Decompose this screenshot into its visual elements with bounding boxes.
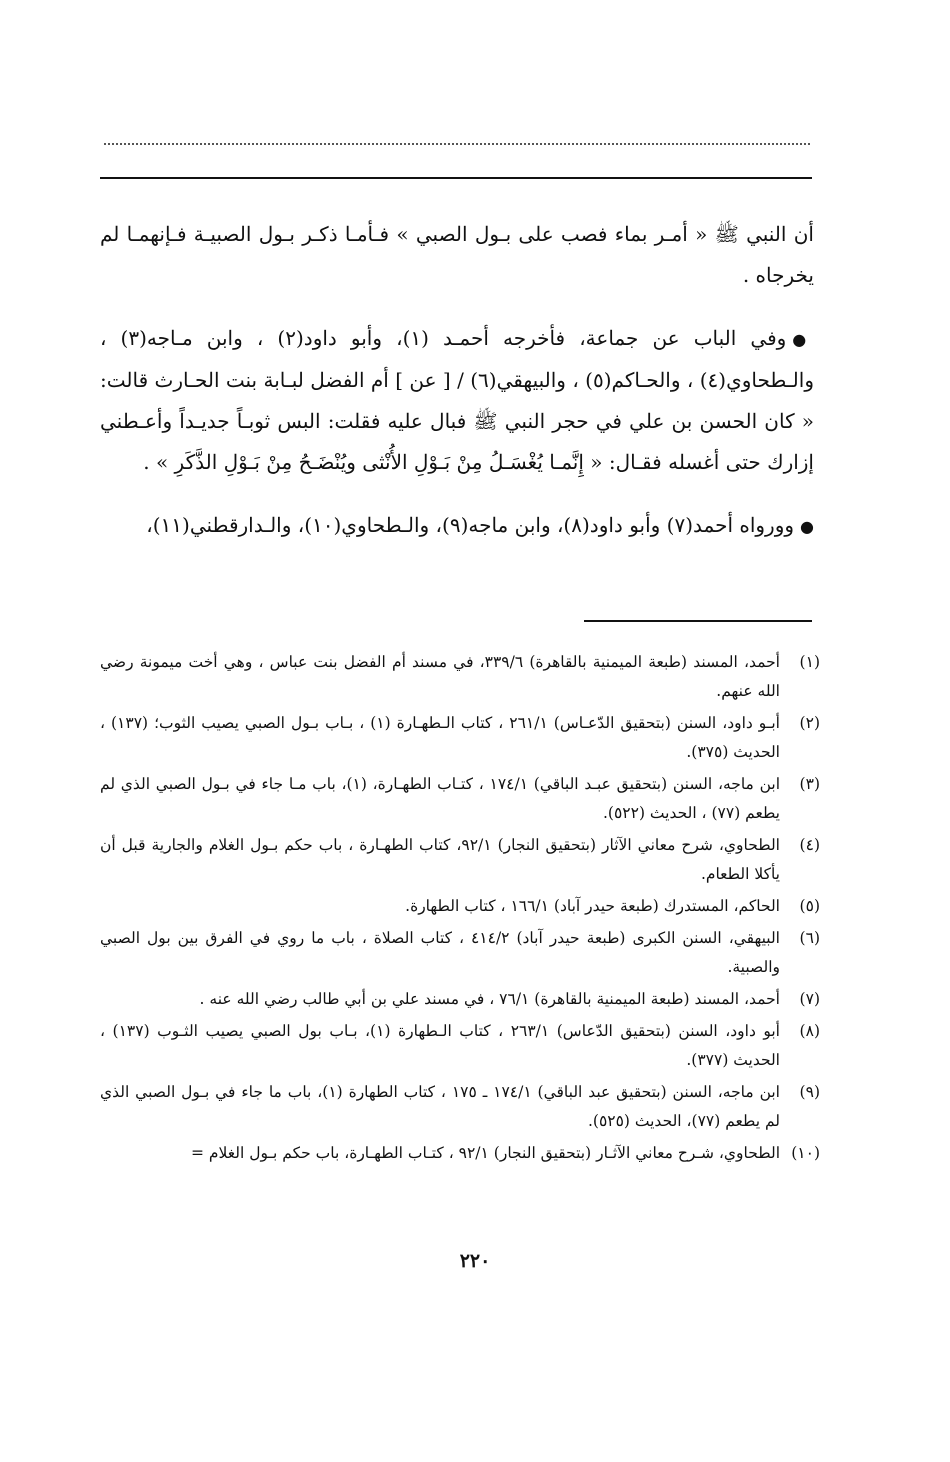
footnote-number: (١٠) [791, 1144, 820, 1162]
footnote-text: ابن ماجه، السنن (بتحقيق عبد الباقي) ١٧٤/١ ـ ١٧٥ ، كتاب الطهارة (١)، باب ما جاء في بـول الصبي الذي لم يطعم (٧٧)، الحديث (٥٢٥). [100, 1083, 780, 1130]
footnote-text: البيهقي، السنن الكبرى (طبعة حيدر آباد) ٤١٤/٢ ، كتاب الصلاة ، باب ما روي في الفرق بين بول الصبي والصبية. [100, 929, 780, 976]
footnote-5 [100, 892, 820, 921]
header-rule [100, 177, 812, 179]
footnote-6 [100, 924, 820, 982]
footnote-text: أبـو داود، السنن (بتحقيق الدّعـاس) ٢٦١/١ ، كتاب الـطهـارة (١) ، بـاب بـول الصبي يصيب الثوب؛ (١٣٧) ، الحديث (٣٧٥). [100, 714, 780, 761]
footnote-number: (٩) [799, 1083, 820, 1101]
paragraph-2: ● وفي الباب عن جماعة، فأخرجه أحمـد (١)، وأبو داود(٢) ، وابن مـاجه(٣) ، والـطحاوي(٤) ، والحـاكم(٥) ، والبيهقي(٦) / [ عن ] أم الفضل لبـابة بنت الحـارث قالت: « كان الحسن بن علي في حجر النبي ﷺ فبال عليه فقلت: البس ثوبـاً جديـداً وأعـطني إزارك حتى أغسله فقـال: « إِنَّمـا يُغْسَـلُ مِنْ بَـوْلِ الأُنْثى ويُنْضَـحُ مِنْ بَـوْلِ الذَّكَرِ » . [100, 318, 814, 483]
footnote-text: أحمد، المسند (طبعة الميمنية بالقاهرة) ٣٣٩/٦، في مسند أم الفضل بنت عباس ، وهي أخت ميمونة رضي الله عنهم. [100, 653, 780, 700]
paragraph-1: أن النبي ﷺ « أمـر بماء فصب على بـول الصبي » فـأمـا ذكـر بـول الصبيـة فـإنهمـا لم يخرجاه . [100, 222, 814, 287]
footnote-number: (٦) [799, 929, 820, 947]
footnote-number: (٧) [799, 990, 820, 1008]
footnote-text: أحمد، المسند (طبعة الميمنية بالقاهرة) ٧٦/١ ، في مسند علي بن أبي طالب رضي الله عنه . [199, 990, 780, 1008]
main-text [100, 214, 814, 547]
footnote-7 [100, 985, 820, 1014]
paragraph-3: ● وورواه أحمد(٧) وأبو داود(٨)، وابن ماجه(٩)، والـطحاوي(١٠)، والـدارقطني(١١)، [100, 505, 814, 547]
footnote-4 [100, 831, 820, 889]
footnote-10 [100, 1139, 820, 1168]
footnote-text: أبو داود، السنن (بتحقيق الدّعاس) ٢٦٣/١ ، كتاب الـطهارة (١)، بـاب بول الصبي يصيب الثـوب (١٣٧) ، الحديث (٣٧٧). [100, 1022, 780, 1069]
footnote-separator [584, 620, 812, 622]
footnote-number: (٨) [799, 1022, 820, 1040]
footnote-text: الحاكم، المستدرك (طبعة حيدر آباد) ١٦٦/١ ، كتاب الطهارة. [405, 897, 780, 915]
footnote-1 [100, 648, 820, 706]
footnote-number: (٥) [799, 897, 820, 915]
footnote-text: الطحاوي، شرح معاني الآثار (بتحقيق النجار) ٩٢/١، كتاب الطهـارة ، باب حكم بـول الغلام والجارية قبل أن يأكلا الطعام. [100, 836, 780, 883]
footnote-3 [100, 770, 820, 828]
footnote-9 [100, 1078, 820, 1136]
header-dotted-line [104, 143, 810, 145]
page-number: ٢٢٠ [459, 1250, 491, 1272]
footnotes [100, 648, 820, 1171]
footnote-number: (١) [799, 653, 820, 671]
footnote-number: (٢) [799, 714, 820, 732]
footnote-2 [100, 709, 820, 767]
footnote-number: (٣) [799, 775, 820, 793]
footnote-text: ابن ماجه، السنن (بتحقيق عبـد الباقي) ١٧٤/١ ، كتـاب الطهـارة، (١)، باب مـا جاء في بـول الصبي الذي لم يطعم (٧٧) ، الحديث (٥٢٢). [100, 775, 781, 822]
footnote-text: الطحاوي، شـرح معاني الآثـار (بتحقيق النجار) ٩٢/١ ، كتـاب الطهـارة، باب حكم بـول الغلام = [191, 1144, 780, 1162]
footnote-number: (٤) [799, 836, 820, 854]
footnote-8 [100, 1017, 820, 1075]
